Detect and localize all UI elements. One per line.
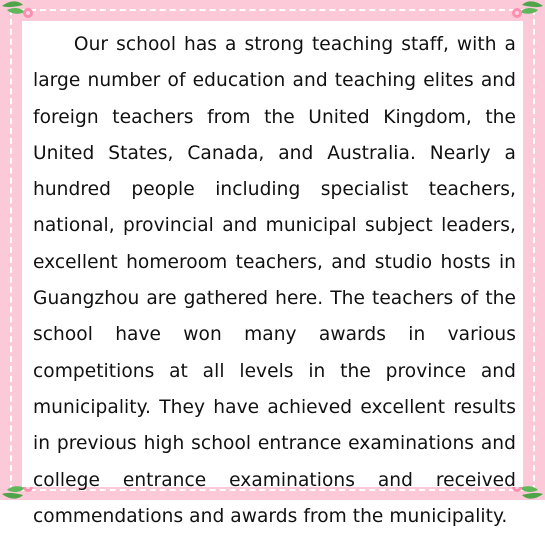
text-card: [22, 21, 523, 527]
body-paragraph: Our school has a strong teaching staff, with a large number of education and teaching elites and foreign teachers from the United Kingdom, the United States, Canada, and Australia. Nearly a hundred people including specialist teachers, national, provincial and municipal subject leaders, excellent homeroom teachers, and studio hosts in Guangzhou are gathered here. The teachers of the school have won many awards in various competitions at all levels in the province and municipality. They have achieved excellent results in previous high school entrance examinations and college entrance examinations and received commendations and awards from the municipality.: [33, 34, 516, 527]
